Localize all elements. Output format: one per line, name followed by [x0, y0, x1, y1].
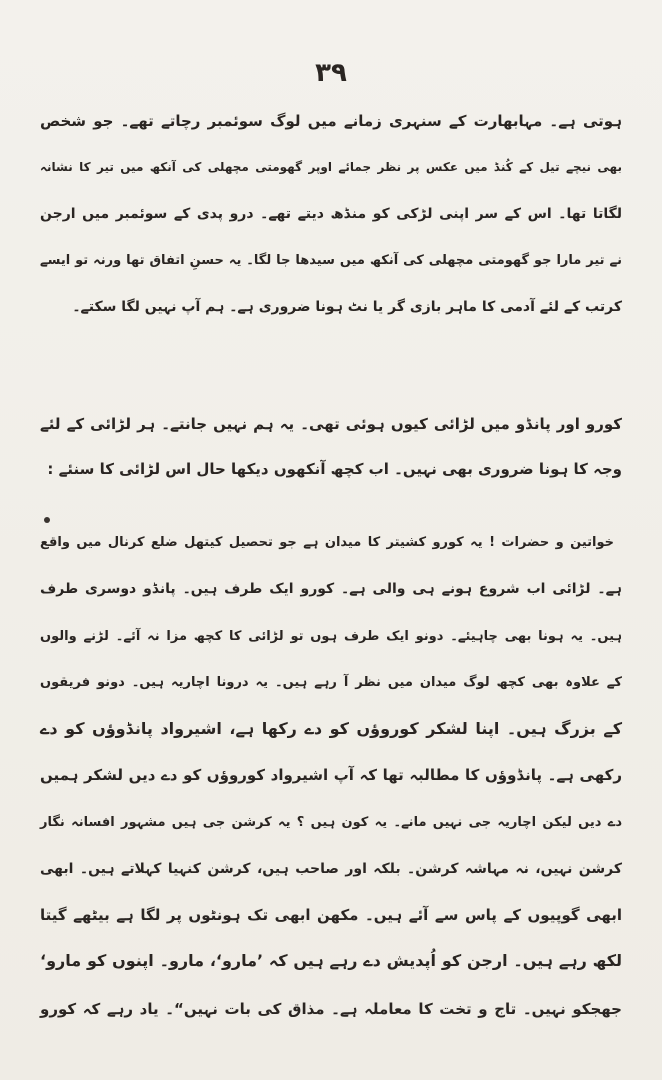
ink-speck — [44, 517, 50, 523]
paragraph2-line-2: وجہ کا ہونا ضروری بھی نہیں۔ اب کچھ آنکھوں دیکھا حال اس لڑائی کا سنئے : — [47, 460, 622, 478]
paragraph1-line-2: بھی نیچے تیل کے کُنڈ میں عکس پر نظر جمائے اوپر گھومتی مچھلی کی آنکھ میں تیر کا نشانہ — [40, 160, 622, 174]
paragraph3-line-1: خواتین و حضرات ! یہ کورو کشیتر کا میدان ہے جو تحصیل کیتھل ضلع کرنال میں واقع — [40, 535, 614, 550]
paragraph1-line-1: ہوتی ہے۔ مہابھارت کے سنہری زمانے میں لوگ سوئمبر رچاتے تھے۔ جو شخص — [40, 112, 622, 130]
paragraph3-line-2: ہے۔ لڑائی اب شروع ہونے ہی والی ہے۔ کورو ایک طرف ہیں۔ پانڈو دوسری طرف — [40, 581, 622, 597]
paragraph1-line-3: لگاتا تھا۔ اس کے سر اپنی لڑکی کو منڈھ دیتے تھے۔ درو پدی کے سوئمبر میں ارجن — [40, 206, 622, 222]
paragraph2-line-1: کورو اور پانڈو میں لڑائی کیوں ہوئی تھی۔ یہ ہم نہیں جانتے۔ ہر لڑائی کے لئے — [40, 415, 622, 433]
paragraph3-line-10: لکھ رہے ہیں۔ ارجن کو اُپدیش دے رہے ہیں کہ ’مارو‘، مارو۔ اپنوں کو مارو‘ — [40, 951, 622, 970]
paragraph3-line-5: کے بزرگ ہیں۔ اپنا لشکر کوروؤں کو دے رکھا ہے، اشیرواد پانڈوؤں کو دے — [40, 719, 622, 738]
paragraph3-line-3: ہیں۔ یہ ہونا بھی چاہیئے۔ دونو ایک طرف ہوں تو لڑائی کا کچھ مزا نہ آئے۔ لڑنے والوں — [40, 629, 622, 644]
paragraph1-line-4: نے تیر مارا جو گھومتی مچھلی کی آنکھ میں سیدھا جا لگا۔ یہ حسنِ اتفاق تھا ورنہ تو ایسے — [40, 253, 622, 268]
paragraph3-line-8: کرشن نہیں، نہ مہاشہ کرشن۔ بلکہ اور صاحب ہیں، کرشن کنہیا کہلاتے ہیں۔ ابھی — [40, 861, 622, 877]
paragraph3-line-11: جھجکو نہیں۔ تاج و تخت کا معاملہ ہے۔ مذاق کی بات نہیں“۔ یاد رہے کہ کورو — [40, 1000, 622, 1018]
paragraph1-line-5: کرتب کے لئے آدمی کا ماہر بازی گر یا نٹ ہونا ضروری ہے۔ ہم آپ نہیں لگا سکتے۔ — [72, 299, 622, 315]
paragraph3-line-9: ابھی گوپیوں کے پاس سے آئے ہیں۔ مکھن ابھی تک ہونٹوں پر لگا ہے بیٹھے گیتا — [40, 906, 622, 924]
page-number: ۳۹ — [315, 58, 347, 88]
paragraph3-line-6: رکھی ہے۔ پانڈوؤں کا مطالبہ تھا کہ آپ اشیرواد کوروؤں کو دے دیں لشکر ہمیں — [40, 766, 622, 784]
paragraph3-line-7: دے دیں لیکن اچاریہ جی نہیں مانے۔ یہ کون ہیں ؟ یہ کرشن جی ہیں مشہور افسانہ نگار — [40, 815, 622, 830]
paragraph3-line-4: کے علاوہ بھی کچھ لوگ میدان میں نظر آ رہے ہیں۔ یہ درونا اچاریہ ہیں۔ دونو فریقوں — [40, 675, 622, 690]
